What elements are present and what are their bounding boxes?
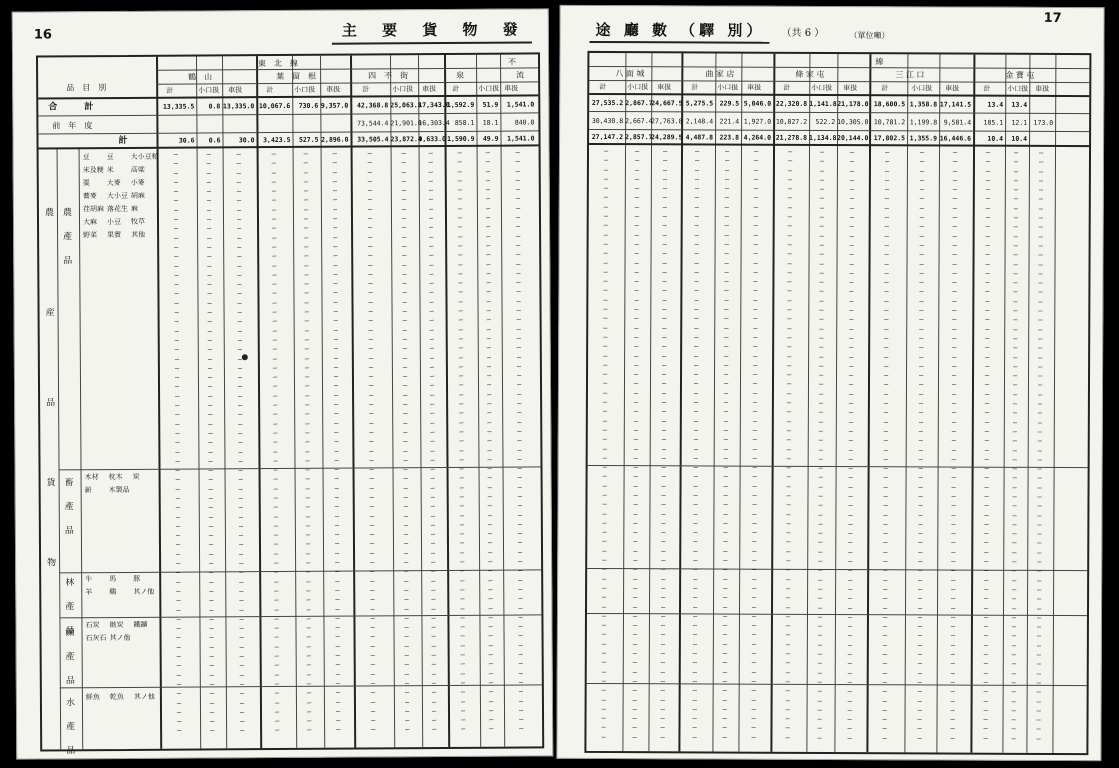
table-cell: 1,927.0 [743, 117, 772, 126]
subtotal-row-label: 計 [118, 135, 128, 146]
table-cell: 223.8 [719, 133, 740, 142]
station-name: 泉 [456, 70, 465, 80]
page-number-left: 16 [33, 27, 53, 43]
item-label: 牛 [85, 575, 93, 584]
table-cell: 16,303.4 [418, 118, 450, 128]
col-header: 計 [881, 84, 889, 93]
column-divider [418, 55, 423, 747]
table-cell: 9,357.0 [320, 101, 349, 110]
col-header: 計 [983, 84, 991, 93]
column-divider [678, 53, 683, 751]
table-cell: 2,857.7 [625, 133, 653, 142]
table-cell: 9,633.0 [418, 134, 446, 144]
table-cell: 730.6 [298, 101, 319, 110]
category-label: 農 [42, 207, 53, 220]
table-cell: 30.0 [238, 136, 255, 145]
table-cell: 1,199.8 [909, 118, 938, 127]
table-cell: 16,446.6 [939, 134, 972, 143]
col-header: 車扱 [1035, 84, 1050, 93]
col-header: 小口扱 [627, 83, 649, 92]
item-label: 豆 [82, 153, 90, 162]
station-name: 流 [516, 70, 525, 80]
column-divider [256, 56, 262, 748]
table-cell: 13,335.0 [222, 102, 255, 111]
item-label: 其他 [131, 230, 146, 239]
col-header: 小口扱 [911, 84, 933, 93]
item-label: 骸炭 [109, 620, 124, 630]
table-cell: 21,178.0 [837, 100, 869, 109]
empty-cell-column: — — — — — — — — — — — — — — — — — — — — — — — — — — — — — — — — — — — — — — — — — — — — — — — — — — — — — — — — — — — — — — — — [1036, 148, 1044, 743]
row-divider [589, 111, 1089, 114]
station-name: 三 江 口 [895, 70, 925, 80]
col-header: 車扱 [422, 85, 437, 94]
col-header: 小口扱 [811, 83, 833, 93]
category-label: 品 [44, 397, 55, 410]
page-number-right: 17 [1043, 10, 1062, 27]
table-cell: 2,667.4 [625, 117, 653, 126]
col-header: 車扱 [843, 84, 858, 93]
item-label: 麻 [130, 204, 138, 213]
column-divider [196, 57, 201, 749]
title-underline-left [332, 41, 532, 44]
item-label: 其ノ他 [133, 587, 155, 596]
column-divider [806, 54, 810, 752]
empty-cell-column: — — — — — — — — — — — — — — — — — — — — — — — — — — — — — — — — — — — — — — — — — — — — — — — — — — — — — — — — — — — — — — — — [917, 148, 925, 743]
table-cell: 1,592.9 [446, 100, 475, 109]
col-header: 車扱 [945, 84, 960, 93]
item-label: 鮮魚 [85, 693, 100, 702]
page-title-left: 主 要 貨 物 發 [341, 20, 528, 40]
table-cell: 173.0 [1033, 118, 1054, 127]
total-row-label: 合 計 [48, 102, 94, 113]
right-page [556, 5, 1104, 761]
item-label: 炭 [132, 472, 140, 481]
table-cell: 17,141.5 [939, 100, 972, 109]
table-cell: 42,368.8 [356, 101, 389, 110]
col-header: 車扱 [747, 83, 762, 92]
row-divider [589, 129, 1089, 132]
empty-cell-column: — — — — — — — — — — — — — — — — — — — — — — — — — — — — — — — — — — — — — — — — — — — — — — — — — — — — — — — — — — — — — — — [206, 150, 215, 735]
item-label: 大小豆 [106, 191, 128, 201]
table-cell: 1,141.8 [809, 99, 837, 109]
empty-cell-column: — — — — — — — — — — — — — — — — — — — — — — — — — — — — — — — — — — — — — — — — — — — — — — — — — — — — — — — — — — — — — — — [271, 150, 280, 735]
col-header: 計 [266, 86, 274, 95]
col-header: 計 [691, 83, 699, 92]
table-cell: 1,358.8 [909, 100, 938, 109]
table-cell: 527.5 [298, 135, 319, 144]
table-cell: 3,423.5 [263, 135, 291, 145]
column-divider [500, 55, 505, 747]
item-label: 野菜 [83, 231, 98, 240]
table-cell: 229.5 [719, 99, 740, 108]
item-label: 高粱 [130, 165, 145, 174]
empty-cell-column: — — — — — — — — — — — — — — — — — — — — — — — — — — — — — — — — — — — — — — — — — — — — — — — — — — — — — — — — — — — — — — — — [950, 148, 958, 743]
column-divider [970, 55, 975, 753]
empty-cell-column: — — — — — — — — — — — — — — — — — — — — — — — — — — — — — — — — — — — — — — — — — — — — — — — — — — — — — — — — — — — — — — — — [785, 147, 793, 742]
empty-cell-column: — — — — — — — — — — — — — — — — — — — — — — — — — — — — — — — — — — — — — — — — — — — — — — — — — — — — — — — — — — — — — — — [457, 148, 466, 734]
column-divider [648, 53, 652, 751]
page-title-right: 途 廳 數 （驛 別） [595, 20, 766, 40]
table-cell: 221.4 [719, 117, 740, 126]
table-cell: 49.9 [482, 134, 499, 143]
empty-cell-column: — — — — — — — — — — — — — — — — — — — — — — — — — — — — — — — — — — — — — — — — — — — — — — — — — — — — — — — — — — — — — — — [428, 149, 437, 734]
column-divider [476, 55, 481, 747]
empty-cell-column: — — — — — — — — — — — — — — — — — — — — — — — — — — — — — — — — — — — — — — — — — — — — — — — — — — — — — — — — — — — — — — — — [632, 147, 640, 741]
table-cell: 2,867.7 [625, 99, 653, 108]
category-name: 農 產 品 [60, 207, 72, 268]
table-cell: 27,763.8 [651, 117, 683, 126]
row-divider [589, 66, 1089, 69]
column-divider [622, 53, 626, 751]
item-label: 乾魚 [109, 692, 124, 702]
col-header: 計 [362, 85, 370, 94]
column-divider [770, 54, 775, 752]
table-cell: 24,667.5 [651, 99, 683, 108]
table-cell: 27,147.2 [591, 132, 624, 142]
table-cell: 33,505.4 [357, 135, 389, 144]
category-name: 水 產 品 [63, 697, 75, 758]
table-right [584, 51, 1091, 755]
item-label: 石灰石 [85, 634, 107, 643]
column-divider [444, 55, 450, 747]
item-label: 木製品 [108, 485, 130, 495]
station-name: 鶴 山 [188, 72, 213, 82]
item-label: 蕎麥 [82, 192, 97, 201]
col-header: 小口扱 [198, 86, 220, 95]
item-label: 羊 [85, 588, 93, 597]
table-cell: 10,305.0 [837, 118, 869, 127]
column-divider [866, 54, 871, 752]
table-cell: 0.8 [208, 102, 221, 111]
col-header: 小口扱 [1007, 84, 1029, 93]
table-cell: 21,901.0 [390, 119, 422, 128]
col-header: 計 [599, 82, 607, 92]
item-label: 鐵鑛 [133, 620, 148, 629]
table-cell: 27,535.2 [591, 98, 624, 108]
empty-cell-column: — — — — — — — — — — — — — — — — — — — — — — — — — — — — — — — — — — — — — — — — — — — — — — — — — — — — — — — — — — — — — — — [173, 150, 182, 736]
row-divider [38, 130, 538, 134]
item-label: 大麻 [82, 218, 98, 227]
empty-cell-column: — — — — — — — — — — — — — — — — — — — — — — — — — — — — — — — — — — — — — — — — — — — — — — — — — — — — — — — — — — — — — — — — [882, 148, 890, 742]
item-label: 米及粳 [82, 166, 104, 175]
item-label: 木材 [84, 473, 99, 482]
left-page [12, 8, 554, 759]
table-cell: 0.6 [208, 136, 221, 145]
row-divider [59, 466, 541, 470]
empty-cell-column: — — — — — — — — — — — — — — — — — — — — — — — — — — — — — — — — — — — — — — — — — — — — — — — — — — — — — — — — — — — — — — — [303, 149, 312, 735]
row-divider [38, 94, 538, 99]
empty-cell-column: — — — — — — — — — — — — — — — — — — — — — — — — — — — — — — — — — — — — — — — — — — — — — — — — — — — — — — — — — — — — — — — [236, 150, 245, 735]
line-group-label: 東 北 線 [258, 58, 299, 69]
category-label: 物 [45, 557, 56, 570]
item-label: 大小豆粕 [130, 152, 159, 161]
station-name: 金 寶 屯 [1005, 70, 1035, 80]
table-cell: 10.4 [1011, 134, 1028, 143]
col-header: 計 [166, 86, 174, 95]
col-header: 小口扱 [478, 84, 500, 93]
page-subtitle: （共 6 ） [781, 27, 825, 39]
table-cell: 840.0 [514, 118, 535, 127]
column-divider [904, 54, 908, 752]
table-cell: 30,430.8 [591, 116, 624, 126]
station-name: 條 家 屯 [795, 69, 825, 79]
column-divider [936, 54, 940, 752]
table-cell: 18,600.5 [873, 100, 906, 109]
table-cell: 13.4 [987, 100, 1004, 109]
table-cell: 20,144.0 [837, 134, 869, 143]
item-label: 其ノ他 [109, 633, 131, 643]
empty-cell-column: — — — — — — — — — — — — — — — — — — — — — — — — — — — — — — — — — — — — — — — — — — — — — — — — — — — — — — — — — — — — — — — — [660, 147, 668, 741]
table-cell: 17,802.5 [873, 134, 906, 143]
table-cell: 17,343.0 [418, 100, 450, 110]
item-label: 石炭 [85, 621, 100, 630]
item-label: 小麥 [130, 178, 145, 187]
col-header: 車扱 [504, 84, 519, 93]
table-cell: 1,134.8 [809, 133, 837, 143]
category-name: 鑛 產 品 [63, 627, 74, 688]
table-cell: 858.1 [454, 118, 475, 127]
table-cell: 22,320.8 [775, 99, 808, 108]
table-cell: 51.9 [482, 100, 499, 109]
col-header: 小口扱 [294, 85, 316, 94]
table-cell: 1,541.0 [506, 100, 535, 109]
table-cell: 21,278.8 [775, 133, 808, 142]
unit-label: （單位噸） [849, 31, 890, 41]
category-label: 産 [43, 307, 54, 320]
table-cell: 10,827.2 [775, 117, 808, 126]
column-divider [1026, 55, 1030, 753]
col-header: 小口扱 [392, 85, 414, 94]
item-label: 豚 [133, 574, 141, 583]
empty-cell-column: — — — — — — — — — — — — — — — — — — — — — — — — — — — — — — — — — — — — — — — — — — — — — — — — — — — — — — — — — — — — — — — [367, 149, 376, 734]
row-divider [59, 569, 541, 573]
table-cell: 18.1 [482, 118, 499, 127]
item-label: 米 [106, 166, 114, 175]
column-divider [834, 54, 838, 752]
row-divider [39, 144, 539, 149]
col-header: 車扱 [228, 86, 243, 95]
table-cell: 1,590.9 [447, 134, 475, 143]
item-label: 荏胡麻 [82, 205, 104, 214]
column-divider [320, 56, 325, 748]
empty-cell-column: — — — — — — — — — — — — — — — — — — — — — — — — — — — — — — — — — — — — — — — — — — — — — — — — — — — — — — — — — — — — — — — — [817, 147, 825, 742]
table-cell: 10,781.2 [873, 118, 906, 127]
row-divider [60, 684, 542, 688]
column-divider [292, 56, 297, 748]
table-cell: 12.1 [1011, 118, 1028, 127]
item-label: 小豆 [106, 217, 122, 227]
table-cell: 13,335.5 [162, 102, 195, 111]
column-divider [712, 53, 716, 751]
table-cell: 522.2 [815, 117, 836, 127]
table-cell: 2,896.0 [321, 135, 349, 144]
row-divider [156, 67, 538, 70]
column-divider [1052, 55, 1056, 753]
empty-cell-column: — — — — — — — — — — — — — — — — — — — — — — — — — — — — — — — — — — — — — — — — — — — — — — — — — — — — — — — — — — — — — — — [332, 149, 341, 735]
col-header: 計 [783, 83, 791, 92]
title-underline-right [589, 41, 769, 44]
table-cell: 23,872.4 [390, 135, 422, 144]
empty-cell-column: — — — — — — — — — — — — — — — — — — — — — — — — — — — — — — — — — — — — — — — — — — — — — — — — — — — — — — — — — — — — — — — [515, 148, 524, 733]
table-cell: 9,581.4 [943, 118, 972, 127]
item-label: 鷄 [109, 588, 117, 597]
item-label: 薪 [84, 486, 92, 495]
row-divider [59, 614, 541, 618]
table-cell: 24,289.5 [651, 133, 683, 142]
station-name: 曲 家 店 [705, 69, 735, 79]
table-cell: 4,487.8 [685, 133, 714, 142]
table-cell: 1,541.0 [507, 134, 535, 143]
table-left [36, 52, 544, 758]
col-header: 計 [452, 84, 460, 93]
col-header: 小口扱 [717, 83, 739, 92]
table-cell: 185.1 [983, 118, 1004, 127]
item-label: 大麥 [106, 178, 121, 188]
line-group-label-right: 不 [508, 57, 517, 67]
empty-cell-column: — — — — — — — — — — — — — — — — — — — — — — — — — — — — — — — — — — — — — — — — — — — — — — — — — — — — — — — — — — — — — — — — [722, 147, 730, 742]
item-label: 豆 [106, 153, 114, 162]
line-group-label: 線 [875, 57, 884, 67]
table-cell: 25,063.8 [390, 101, 422, 110]
item-label: 枕木 [108, 472, 123, 482]
column-divider [738, 54, 742, 752]
item-label: 牧草 [130, 217, 146, 226]
row-divider [38, 112, 538, 116]
col-header: 車扱 [326, 85, 341, 94]
category-name: 林 產 品 [63, 577, 74, 638]
empty-cell-column: — — — — — — — — — — — — — — — — — — — — — — — — — — — — — — — — — — — — — — — — — — — — — — — — — — — — — — — — — — — — — — — [485, 148, 494, 734]
empty-cell-column: — — — — — — — — — — — — — — — — — — — — — — — — — — — — — — — — — — — — — — — — — — — — — — — — — — — — — — — — — — — — — — — — [751, 147, 759, 742]
item-label: 落花生 [106, 204, 128, 214]
station-name: 四 不 街 [368, 71, 409, 81]
table-cell: 2,148.4 [685, 117, 714, 126]
column-divider [222, 56, 227, 748]
empty-cell-column: — — — — — — — — — — — — — — — — — — — — — — — — — — — — — — — — — — — — — — — — — — — — — — — — — — — — — — — — — — — — — — — — [601, 147, 609, 741]
column-divider [350, 56, 356, 748]
table-cell: 13.4 [1011, 100, 1028, 109]
column-divider [390, 55, 395, 747]
table-cell: 10,067.6 [258, 101, 291, 111]
table-cell: 1,355.9 [909, 134, 938, 143]
item-label: 馬 [109, 575, 117, 584]
item-header: 品 目 別 [66, 83, 107, 93]
item-label: 果實 [107, 230, 122, 240]
item-label: 粟 [82, 179, 90, 188]
category-label: 貨 [44, 477, 55, 490]
table-cell: 30.6 [178, 136, 195, 145]
prev-year-row-label: 前 年 度 [52, 121, 93, 131]
table-cell: 5,046.0 [743, 99, 772, 108]
table-cell: 73,544.4 [357, 119, 389, 128]
station-name: 葉 留 根 [276, 71, 317, 82]
empty-cell-column: — — — — — — — — — — — — — — — — — — — — — — — — — — — — — — — — — — — — — — — — — — — — — — — — — — — — — — — — — — — — — — — — [847, 148, 855, 742]
empty-cell-column: — — — — — — — — — — — — — — — — — — — — — — — — — — — — — — — — — — — — — — — — — — — — — — — — — — — — — — — — — — — — — — — [401, 149, 410, 734]
category-name: 畜 產 品 [62, 477, 73, 538]
item-label: 其ノ他 [133, 692, 155, 701]
table-cell: 4,264.0 [743, 133, 772, 142]
item-label: 胡麻 [130, 191, 145, 200]
empty-cell-column: — — — — — — — — — — — — — — — — — — — — — — — — — — — — — — — — — — — — — — — — — — — — — — — — — — — — — — — — — — — — — — — — [983, 148, 991, 743]
station-name: 八 面 城 [615, 69, 645, 79]
empty-cell-column: — — — — — — — — — — — — — — — — — — — — — — — — — — — — — — — — — — — — — — — — — — — — — — — — — — — — — — — — — — — — — — — — [1011, 148, 1019, 743]
empty-cell-column: — — — — — — — — — — — — — — — — — — — — — — — — — — — — — — — — — — — — — — — — — — — — — — — — — — — — — — — — — — — — — — — — [692, 147, 700, 742]
table-cell: 5,275.5 [685, 99, 714, 108]
column-divider [1002, 55, 1006, 753]
table-cell: 10.4 [987, 134, 1004, 143]
col-header: 車扱 [657, 83, 672, 92]
